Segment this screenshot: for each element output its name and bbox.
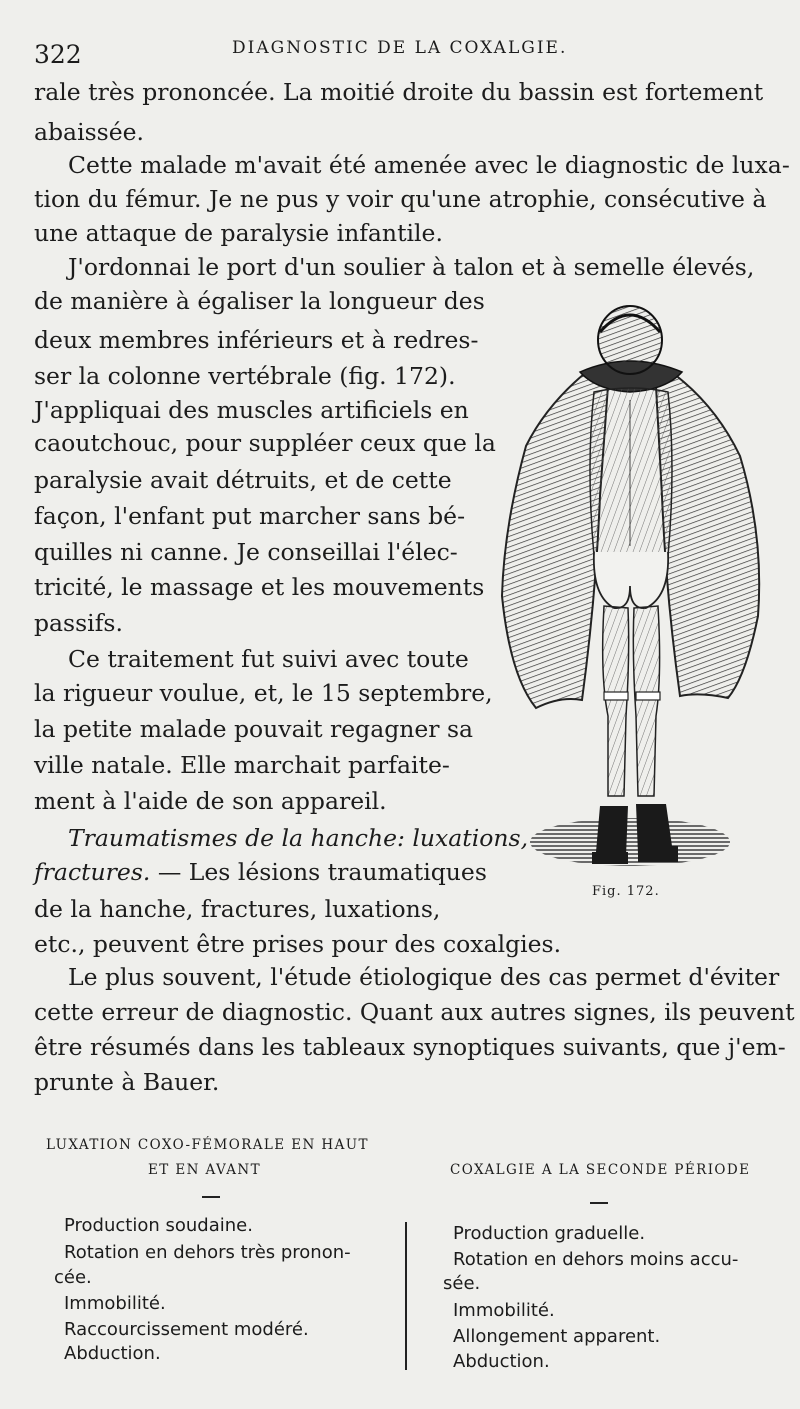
text-line: cette erreur de diagnostic. Quant aux autres signes, ils peuvent xyxy=(34,998,795,1026)
left-item: cée. xyxy=(54,1267,92,1288)
text-fragment: — Les lésions traumatiques xyxy=(150,858,487,886)
text-line: deux membres inférieurs et à redres- xyxy=(34,326,479,354)
engraving-child-from-behind-icon xyxy=(496,296,768,876)
section-heading-end: fractures. xyxy=(34,858,151,886)
text-line: la rigueur voulue, et, le 15 septembre, xyxy=(34,679,493,707)
left-column-heading-2: ET EN AVANT xyxy=(148,1162,261,1178)
text-line: rale très prononcée. La moitié droite du bassin est fortement xyxy=(34,78,764,106)
text-line: passifs. xyxy=(34,609,123,637)
right-column-heading: COXALGIE A LA SECONDE PÉRIODE xyxy=(450,1162,751,1178)
column-divider xyxy=(405,1222,407,1370)
right-item: Abduction. xyxy=(453,1351,550,1372)
text-line: de la hanche, fractures, luxations, xyxy=(34,895,441,923)
text-line: Le plus souvent, l'étude étiologique des cas permet d'éviter xyxy=(68,963,780,991)
text-line: J'ordonnai le port d'un soulier à talon et à semelle élevés, xyxy=(68,253,755,281)
text-line: quilles ni canne. Je conseillai l'élec- xyxy=(34,538,458,566)
text-line: etc., peuvent être prises pour des coxalgies. xyxy=(34,930,562,958)
text-line: ser la colonne vertébrale (fig. 172). xyxy=(34,362,456,390)
right-item: sée. xyxy=(443,1273,481,1294)
section-heading: Traumatismes de la hanche: luxations, xyxy=(68,824,529,852)
left-item: Raccourcissement modéré. xyxy=(64,1319,309,1340)
right-column-dash xyxy=(590,1202,608,1204)
figure-caption: Fig. 172. xyxy=(592,884,660,899)
text-line: prunte à Bauer. xyxy=(34,1068,220,1096)
text-line: tricité, le massage et les mouvements xyxy=(34,573,485,601)
text-line: paralysie avait détruits, et de cette xyxy=(34,466,452,494)
text-line: être résumés dans les tableaux synoptiques suivants, que j'em- xyxy=(34,1033,786,1061)
text-line: une attaque de paralysie infantile. xyxy=(34,219,443,247)
left-column-dash xyxy=(202,1196,220,1198)
text-line: de manière à égaliser la longueur des xyxy=(34,287,485,315)
text-line: caoutchouc, pour suppléer ceux que la xyxy=(34,429,496,457)
left-item: Abduction. xyxy=(64,1343,161,1364)
left-item: Immobilité. xyxy=(64,1293,166,1314)
text-line: Ce traitement fut suivi avec toute xyxy=(68,645,469,673)
right-item: Immobilité. xyxy=(453,1300,555,1321)
left-item: Production soudaine. xyxy=(64,1215,253,1236)
right-item: Rotation en dehors moins accu- xyxy=(453,1249,739,1270)
left-item: Rotation en dehors très pronon- xyxy=(64,1242,351,1263)
running-title: DIAGNOSTIC DE LA COXALGIE. xyxy=(232,38,568,58)
right-item: Allongement apparent. xyxy=(453,1326,661,1347)
text-line: abaissée. xyxy=(34,118,144,146)
page-number: 322 xyxy=(34,40,82,69)
text-line: J'appliquai des muscles artificiels en xyxy=(34,396,469,424)
right-item: Production graduelle. xyxy=(453,1223,646,1244)
text-line: tion du fémur. Je ne pus y voir qu'une atrophie, consécutive à xyxy=(34,185,767,213)
text-line: façon, l'enfant put marcher sans bé- xyxy=(34,502,466,530)
text-line xyxy=(34,856,487,888)
left-column-heading: LUXATION COXO-FÉMORALE EN HAUT xyxy=(46,1137,369,1153)
text-line: ville natale. Elle marchait parfaite- xyxy=(34,751,450,779)
text-line: ment à l'aide de son appareil. xyxy=(34,787,387,815)
text-line: la petite malade pouvait regagner sa xyxy=(34,715,474,743)
text-line: Cette malade m'avait été amenée avec le diagnostic de luxa- xyxy=(68,151,790,179)
